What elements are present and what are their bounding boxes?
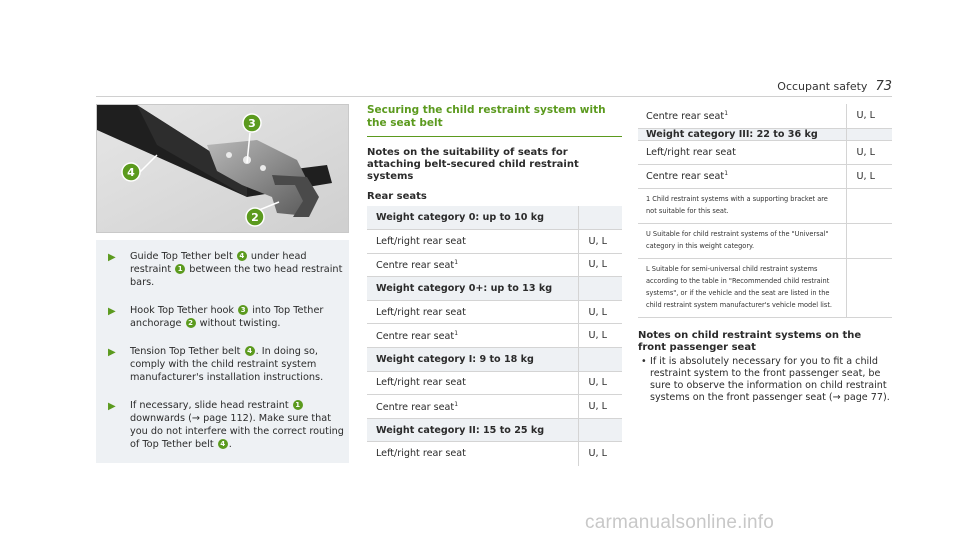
step-text-part: into Top Tether anchorage [130, 305, 324, 329]
seat-label [367, 371, 578, 395]
table-row [367, 395, 622, 419]
page-header [777, 79, 892, 94]
step-text-part: without twisting. [196, 318, 281, 329]
step-text [130, 345, 345, 384]
right-column [638, 104, 892, 404]
step-text-part: between the two head restraint bars. [130, 264, 343, 288]
weight-category-label [367, 206, 578, 230]
top-tether-illustration [97, 105, 349, 233]
weight-category-row [367, 418, 622, 442]
rear-seats-title: Rear seats [367, 191, 427, 202]
item-number-badge: 4 [218, 439, 228, 449]
table-row [367, 324, 622, 348]
item-number-badge: 4 [245, 346, 255, 356]
footnote-marker: 1 [724, 109, 729, 117]
instruction-step [108, 399, 345, 451]
empty-cell [846, 188, 892, 223]
middle-column [367, 104, 622, 466]
table-row [367, 230, 622, 254]
weight-category-row [638, 128, 892, 140]
seat-label [638, 140, 846, 164]
footnote-marker: 1 [454, 400, 459, 408]
top-tether-figure [96, 104, 349, 233]
step-arrow-icon: ▶ [108, 347, 116, 358]
suitability-value: U, L [578, 324, 622, 348]
seat-label [367, 324, 578, 348]
weight-category-label [638, 128, 846, 140]
seat-label [638, 164, 846, 188]
step-arrow-icon: ▶ [108, 252, 116, 263]
callout-4 [122, 163, 140, 181]
table-row [638, 164, 892, 188]
seat-label [367, 230, 578, 254]
suitability-subtitle: Notes on the suitability of seats for attaching belt-secured child restraint systems [367, 147, 579, 182]
table-row [638, 140, 892, 164]
weight-category-label [367, 418, 578, 442]
step-text-part: under head restraint [130, 251, 307, 275]
cell-text: Centre rear seat [376, 330, 455, 342]
step-text-part: downwards (→ page 112). Make sure that you do not interfere with the correct routing of Top Tether belt [130, 413, 344, 450]
callout-2 [246, 208, 264, 226]
weight-category-label [367, 277, 578, 301]
page-number: 73 [875, 79, 892, 94]
table-row [367, 371, 622, 395]
table-row [367, 442, 622, 466]
cell-text: Weight category II: 15 to 25 kg [376, 424, 545, 436]
item-number-badge: 4 [237, 251, 247, 261]
front-passenger-subtitle: Notes on child restraint systems on the front passenger seat [638, 329, 862, 353]
suitability-value: U, L [846, 104, 892, 128]
cell-text: Centre rear seat [376, 401, 455, 413]
step-text-part: . In doing so, comply with the child restraint system manufacturer's installation instructions. [130, 346, 324, 383]
step-text-part: Guide Top Tether belt [130, 251, 236, 262]
seat-label [367, 395, 578, 419]
item-number-badge: 2 [186, 318, 196, 328]
header-title: Occupant safety [777, 80, 868, 93]
step-text-part: If necessary, slide head restraint [130, 400, 292, 411]
bullet-text: If it is absolutely necessary for you to fit a child restraint system to the front passenger seat, be sure to observe the information on child restraint systems on the front passenger seat (→ page 77). [650, 355, 890, 403]
cell-text: Weight category I: 9 to 18 kg [376, 353, 534, 365]
svg-text:2: 2 [251, 211, 259, 224]
step-arrow-icon: ▶ [108, 306, 116, 317]
suitability-value [578, 348, 622, 372]
seat-label [367, 253, 578, 277]
cell-text: Centre rear seat [646, 171, 725, 182]
cell-text: Centre rear seat [376, 259, 455, 271]
step-arrow-icon: ▶ [108, 401, 116, 412]
weight-category-row [367, 206, 622, 230]
item-number-badge: 3 [238, 305, 248, 315]
suitability-value: U, L [578, 253, 622, 277]
table-row [638, 104, 892, 128]
cell-text: Weight category III: 22 to 36 kg [646, 128, 818, 140]
cell-text: Centre rear seat [646, 110, 725, 122]
suitability-value: U, L [846, 140, 892, 164]
item-number-badge: 1 [175, 264, 185, 274]
footnote-marker: 1 [454, 258, 459, 266]
weight-category-row [367, 277, 622, 301]
list-item [638, 356, 892, 404]
watermark: carmanualsonline.info [585, 512, 775, 533]
footnote-marker: 1 [454, 329, 459, 337]
callout-3 [243, 114, 261, 132]
rear-seat-suitability-table-cont [638, 104, 892, 318]
table-row [367, 300, 622, 324]
cell-text: Left/right rear seat [376, 235, 466, 247]
bullet-icon: • [641, 355, 647, 367]
cell-text: Left/right rear seat [376, 377, 466, 389]
empty-cell [846, 258, 892, 317]
step-text [130, 250, 345, 289]
suitability-value [578, 277, 622, 301]
item-number-badge: 1 [293, 400, 303, 410]
suitability-value: U, L [846, 164, 892, 188]
suitability-value: U, L [578, 230, 622, 254]
cell-text: Left/right rear seat [646, 146, 736, 158]
step-text-part: Tension Top Tether belt [130, 346, 244, 357]
suitability-value [578, 206, 622, 230]
seat-label [638, 104, 846, 128]
cell-text: Weight category 0+: up to 13 kg [376, 283, 553, 295]
seat-label [367, 442, 578, 466]
table-row [367, 253, 622, 277]
section-title: Securing the child restraint system with the seat belt [367, 104, 622, 137]
cell-text: Left/right rear seat [376, 448, 466, 460]
instruction-step [108, 345, 345, 384]
svg-text:3: 3 [248, 117, 256, 130]
suitability-value [578, 418, 622, 442]
suitability-value: U, L [578, 371, 622, 395]
svg-text:4: 4 [127, 166, 135, 179]
step-text-part: . [228, 439, 232, 450]
table-note: U Suitable for child restraint systems of the "Universal" category in this weight category. [638, 223, 846, 258]
suitability-value: U, L [578, 442, 622, 466]
table-note-row [638, 258, 892, 317]
rear-seat-suitability-table [367, 206, 622, 466]
footnote-marker: 1 [724, 170, 729, 177]
header-divider [96, 96, 892, 97]
suitability-value: U, L [578, 395, 622, 419]
table-note-row [638, 223, 892, 258]
step-text [130, 399, 345, 451]
step-text-part: Hook Top Tether hook [130, 305, 238, 316]
instruction-step [108, 250, 345, 289]
table-note-row [638, 188, 892, 223]
seat-label [367, 300, 578, 324]
cell-text: Left/right rear seat [376, 306, 466, 318]
table-note: 1 Child restraint systems with a supporting bracket are not suitable for this seat. [638, 188, 846, 223]
step-text [130, 304, 345, 330]
suitability-value [846, 128, 892, 140]
instruction-steps [96, 240, 349, 463]
weight-category-label [367, 348, 578, 372]
instruction-step [108, 304, 345, 330]
weight-category-row [367, 348, 622, 372]
cell-text: Weight category 0: up to 10 kg [376, 212, 545, 224]
empty-cell [846, 223, 892, 258]
suitability-value: U, L [578, 300, 622, 324]
table-note: L Suitable for semi-universal child restraint systems according to the table in "Recommended child restraint systems", or if the vehicle and the seat are listed in the child restraint system manufacturer's vehicle model list. [638, 258, 846, 317]
